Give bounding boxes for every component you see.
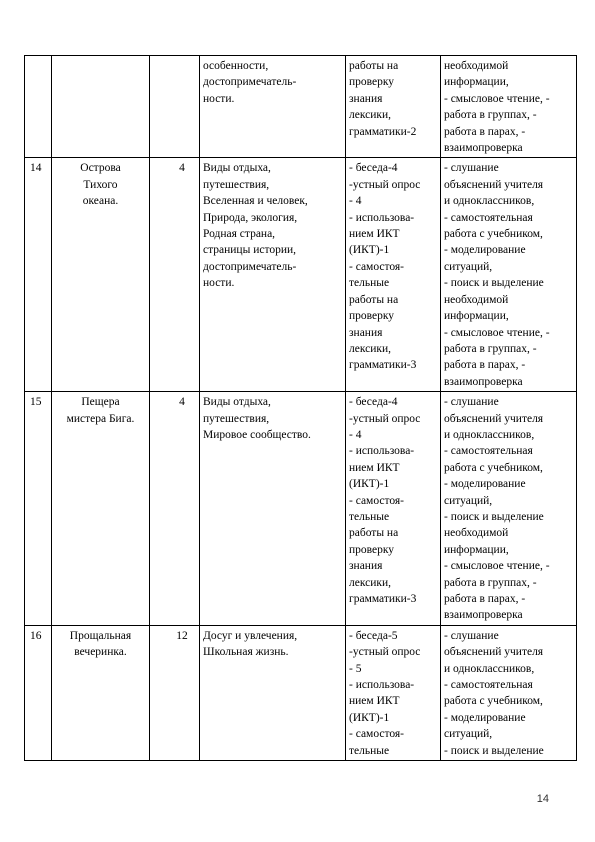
cell-text-line: информации, xyxy=(444,310,509,323)
cell-lesson-number: 15 xyxy=(25,392,52,626)
cell-text-line: ситуаций, xyxy=(444,494,493,507)
cell-activities xyxy=(441,625,577,760)
cell-text-line: - самостоя- xyxy=(349,260,404,273)
cell-text-line: нием ИКТ xyxy=(349,228,400,241)
cell-text-line: и одноклассников, xyxy=(444,195,535,208)
cell-text-line: - беседа-5 xyxy=(349,629,398,642)
cell-text-line: - самостоя- xyxy=(349,728,404,741)
cell-text-line: ности. xyxy=(203,277,235,290)
cell-text-line: объяснений учителя xyxy=(444,646,544,659)
cell-text-line: грамматики-3 xyxy=(349,593,417,605)
cell-text-line: - использова- xyxy=(349,445,415,458)
cell-text-line: Природа, экология, xyxy=(203,211,298,224)
cell-text-line: -устный опрос xyxy=(349,646,421,659)
table-row xyxy=(25,158,577,392)
cell-text-line: Прощальная xyxy=(69,629,132,642)
cell-text-line: вечеринка. xyxy=(74,646,127,659)
cell-content xyxy=(200,625,346,760)
cell-text-line: работа с учебником, xyxy=(444,228,543,241)
cell-text-line: ситуаций, xyxy=(444,728,493,741)
cell-text-line: - самостоятельная xyxy=(444,679,533,692)
cell-topic xyxy=(52,392,150,626)
cell-text-line: - слушание xyxy=(444,162,499,175)
cell-text-line: работа с учебником, xyxy=(444,461,543,474)
cell-text-line: - слушание xyxy=(444,629,499,642)
cell-text-line: и одноклассников, xyxy=(444,428,535,441)
cell-lesson-number: 16 xyxy=(25,625,52,760)
cell-text-line: (ИКТ)-1 xyxy=(349,478,390,491)
cell-text-line: - беседа-4 xyxy=(349,162,398,175)
cell-text-line: Родная страна, xyxy=(203,228,276,241)
cell-lesson-number xyxy=(25,56,52,158)
table-body xyxy=(25,56,577,761)
cell-text-line: тельные xyxy=(349,744,390,757)
cell-text-line: страницы истории, xyxy=(203,244,297,257)
table-row xyxy=(25,56,577,158)
cell-text-line: - беседа-4 xyxy=(349,396,398,409)
cell-text-line: ситуаций, xyxy=(444,260,493,273)
cell-text-line: Виды отдыха, xyxy=(203,162,271,175)
cell-text-line: необходимой xyxy=(444,293,509,306)
cell-text-line: проверку xyxy=(349,310,395,323)
cell-text-line: Виды отдыха, xyxy=(203,396,271,409)
cell-text-line: - смысловое чтение, - xyxy=(444,326,550,339)
cell-control-forms xyxy=(346,625,441,760)
cell-text-line: работа в парах, - xyxy=(444,125,526,138)
cell-topic xyxy=(52,56,150,158)
cell-text-line: работы на xyxy=(349,60,399,72)
cell-hours: 12 xyxy=(150,625,200,760)
cell-text-line: - моделирование xyxy=(444,478,526,491)
cell-text-line: Пещера xyxy=(81,396,120,409)
cell-text-line: - самостоятельная xyxy=(444,445,533,458)
cell-text-line: нием ИКТ xyxy=(349,695,400,708)
cell-text-line: работы на xyxy=(349,527,399,540)
cell-text-line: необходимой xyxy=(444,527,509,540)
cell-text-line: - использова- xyxy=(349,679,415,692)
cell-text-line: взаимопроверка xyxy=(444,142,523,155)
cell-text-line: Школьная жизнь. xyxy=(203,646,289,659)
cell-text-line: Досуг и увлечения, xyxy=(203,629,298,642)
cell-text-line: грамматики-3 xyxy=(349,359,417,372)
cell-topic xyxy=(52,158,150,392)
cell-activities xyxy=(441,392,577,626)
cell-text-line: - самостоя- xyxy=(349,494,404,507)
cell-text-line: лексики, xyxy=(349,576,392,589)
cell-text-line: Мировое сообщество. xyxy=(203,428,311,441)
cell-text-line: информации, xyxy=(444,76,509,89)
cell-text-line: работа в группах, - xyxy=(444,109,537,122)
cell-text-line: взаимопроверка xyxy=(444,609,523,622)
cell-text-line: достопримечатель- xyxy=(203,260,297,273)
cell-text-line: необходимой xyxy=(444,60,509,72)
cell-lesson-number: 14 xyxy=(25,158,52,392)
cell-text-line: ности. xyxy=(203,92,235,105)
cell-text-line: мистера Бига. xyxy=(66,412,135,425)
cell-content xyxy=(200,158,346,392)
cell-text-line: информации, xyxy=(444,543,509,556)
cell-text-line: - моделирование xyxy=(444,244,526,257)
cell-text-line: - 5 xyxy=(349,662,362,675)
cell-text-line: и одноклассников, xyxy=(444,662,535,675)
cell-text-line: лексики, xyxy=(349,109,392,122)
cell-text-line: нием ИКТ xyxy=(349,461,400,474)
cell-text-line: - слушание xyxy=(444,396,499,409)
cell-text-line: работа в группах, - xyxy=(444,342,537,355)
cell-text-line: - моделирование xyxy=(444,711,526,724)
cell-content xyxy=(200,56,346,158)
cell-text-line: -устный опрос xyxy=(349,178,421,191)
cell-text-line: океана. xyxy=(82,195,119,208)
cell-text-line: взаимопроверка xyxy=(444,375,523,388)
cell-hours: 4 xyxy=(150,158,200,392)
cell-text-line: - использова- xyxy=(349,211,415,224)
cell-text-line: тельные xyxy=(349,510,390,523)
cell-text-line: - поиск и выделение xyxy=(444,744,544,757)
cell-text-line: объяснений учителя xyxy=(444,178,544,191)
cell-text-line: - самостоятельная xyxy=(444,211,533,224)
cell-text-line: грамматики-2 xyxy=(349,125,417,138)
lesson-plan-table xyxy=(24,55,577,761)
cell-text-line: знания xyxy=(349,326,383,339)
cell-text-line: знания xyxy=(349,560,383,573)
cell-text-line: - поиск и выделение xyxy=(444,510,544,523)
cell-text-line: -устный опрос xyxy=(349,412,421,425)
cell-text-line: особенности, xyxy=(203,60,269,72)
cell-text-line: путешествия, xyxy=(203,178,270,191)
cell-hours xyxy=(150,56,200,158)
page-number: 14 xyxy=(536,793,549,805)
cell-text-line: проверку xyxy=(349,76,395,89)
cell-text-line: - 4 xyxy=(349,428,362,441)
cell-text-line: (ИКТ)-1 xyxy=(349,711,390,724)
cell-text-line: проверку xyxy=(349,543,395,556)
cell-activities xyxy=(441,158,577,392)
cell-text-line: работа с учебником, xyxy=(444,695,543,708)
cell-text-line: тельные xyxy=(349,277,390,290)
cell-text-line: (ИКТ)-1 xyxy=(349,244,390,257)
cell-topic xyxy=(52,625,150,760)
cell-text-line: работа в парах, - xyxy=(444,359,526,372)
cell-activities xyxy=(441,56,577,158)
cell-text-line: лексики, xyxy=(349,342,392,355)
cell-hours: 4 xyxy=(150,392,200,626)
cell-text-line: работа в группах, - xyxy=(444,576,537,589)
cell-text-line: работа в парах, - xyxy=(444,593,526,605)
table-row xyxy=(25,392,577,626)
cell-text-line: объяснений учителя xyxy=(444,412,544,425)
cell-text-line: знания xyxy=(349,92,383,105)
cell-text-line: достопримечатель- xyxy=(203,76,297,89)
cell-text-line: - смысловое чтение, - xyxy=(444,92,550,105)
cell-text-line: - 4 xyxy=(349,195,362,208)
cell-control-forms xyxy=(346,392,441,626)
cell-text-line: Тихого xyxy=(83,178,118,191)
cell-text-line: - смысловое чтение, - xyxy=(444,560,550,573)
cell-control-forms xyxy=(346,56,441,158)
cell-text-line: путешествия, xyxy=(203,412,270,425)
cell-text-line: работы на xyxy=(349,293,399,306)
cell-text-line: - поиск и выделение xyxy=(444,277,544,290)
cell-control-forms xyxy=(346,158,441,392)
cell-content xyxy=(200,392,346,626)
cell-text-line: Острова xyxy=(80,162,121,175)
cell-text-line: Вселенная и человек, xyxy=(203,195,308,208)
table-row xyxy=(25,625,577,760)
